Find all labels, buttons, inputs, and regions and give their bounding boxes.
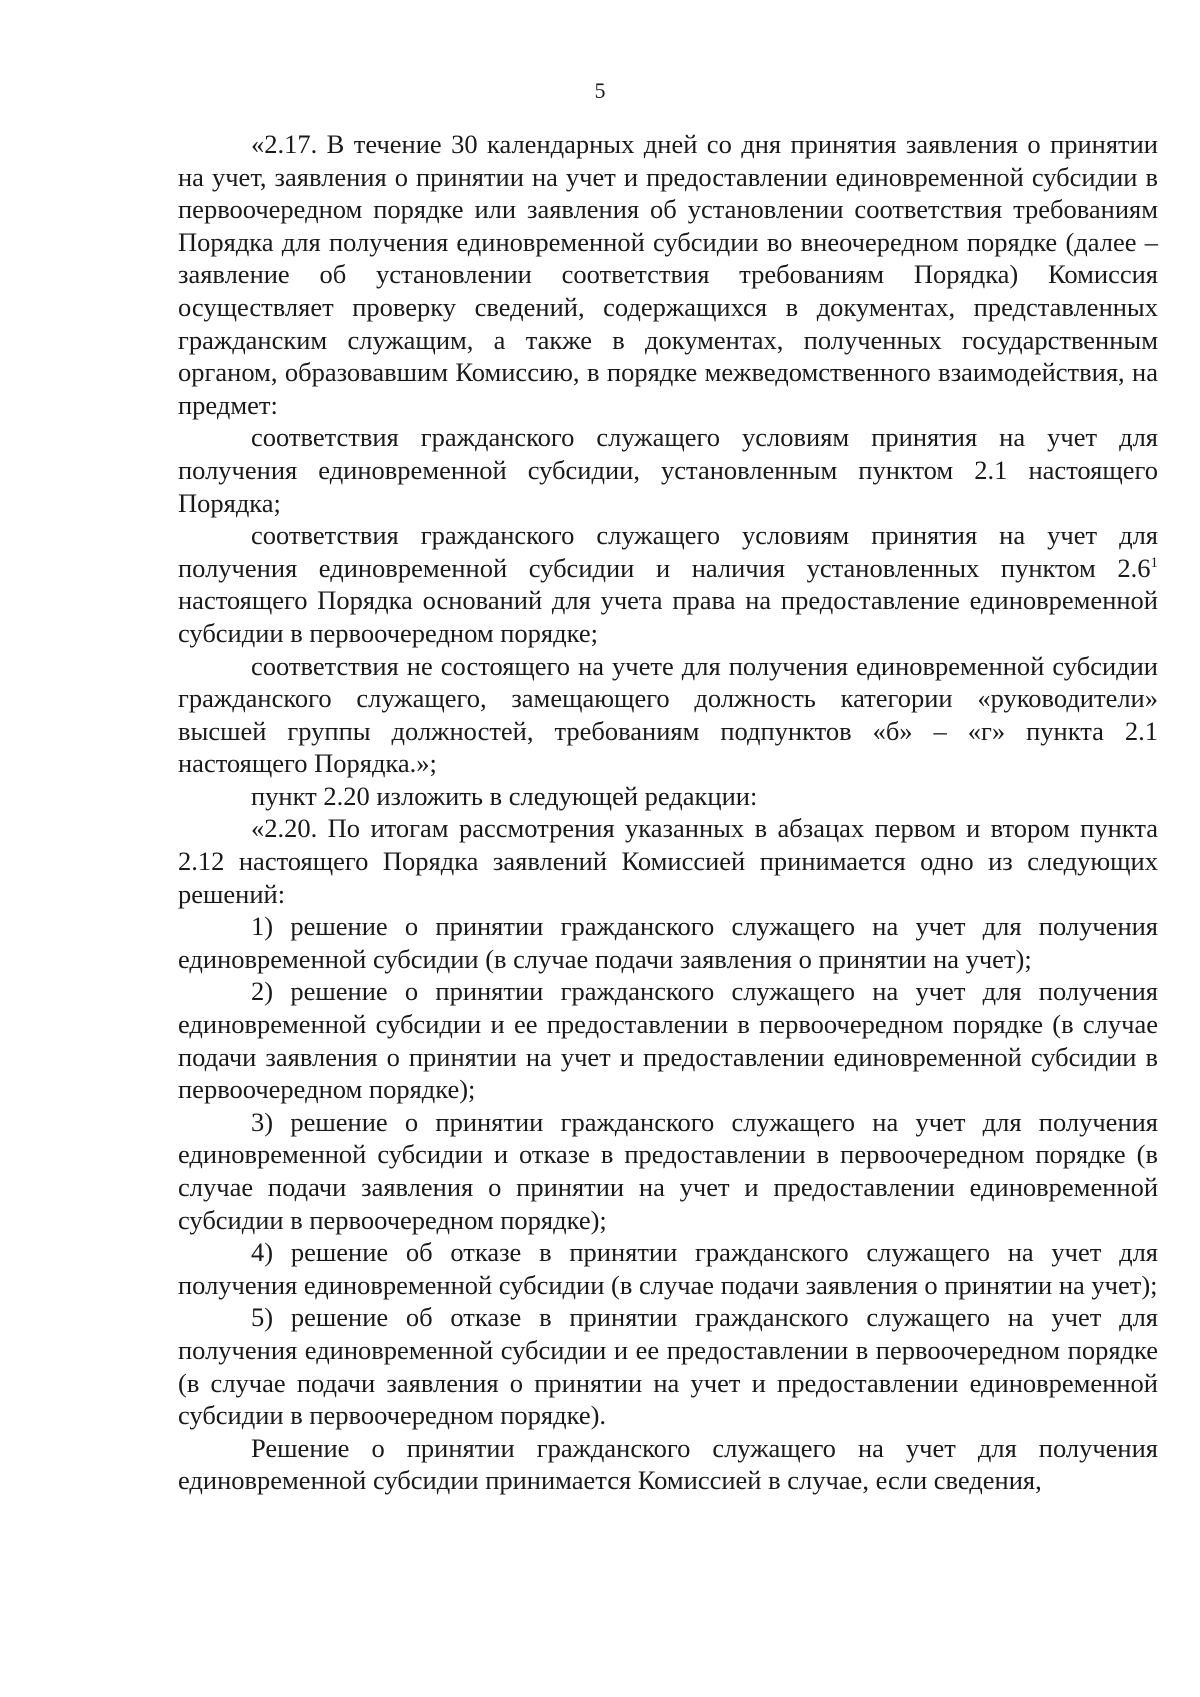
paragraph-2-20-intro: «2.20. По итогам рассмотрения указанных в абзацах первом и втором пункта 2.12 настоящего Порядка заявлений Комиссией принимается одно из следующих решений:: [178, 813, 1158, 909]
paragraph-condition-2-1: соответствия гражданского служащего условиям принятия на учет для получения единовременной субсидии, установленным пунктом 2.1 настоящего Порядка;: [178, 422, 1158, 518]
document-body: [178, 128, 1158, 1497]
list-item-decision-2: 2) решение о принятии гражданского служащего на учет для получения единовременной субсидии и ее предоставлении в первоочередном порядке (в случае подачи заявления о принятии на учет и предоставлении единовременной субсидии в первоочередном порядке);: [178, 976, 1158, 1105]
list-item-decision-5: 5) решение об отказе в принятии гражданского служащего на учет для получения единовременной субсидии и ее предоставлении в первоочередном порядке (в случае подачи заявления о принятии на учет и предоставлении единовременной субсидии в первоочередном порядке).: [178, 1302, 1158, 1431]
footnote-superscript: 1: [1150, 554, 1158, 571]
page-number: 5: [594, 78, 606, 103]
paragraph-amend-2-20: пункт 2.20 изложить в следующей редакции:: [251, 780, 758, 811]
paragraph-2-17-intro: «2.17. В течение 30 календарных дней со дня принятия заявления о принятии на учет, заявления о принятии на учет и предоставлении единовременной субсидии в первоочередном порядке или заявления об установлении соответствия требованиям Порядка для получения единовременной субсидии во внеочередном порядке (далее – заявление об установлении соответствия требованиям Порядка) Комиссия осуществляет проверку сведений, содержащихся в документах, представленных гражданским служащим, а также в документах, полученных государственным органом, образовавшим Комиссию, в порядке межведомственного взаимодействия, на предмет:: [178, 129, 1158, 420]
list-item-decision-3: 3) решение о принятии гражданского служащего на учет для получения единовременной субсидии и отказе в предоставлении в первоочередном порядке (в случае подачи заявления о принятии на учет и предоставлении единовременной субсидии в первоочередном порядке);: [178, 1106, 1158, 1235]
paragraph-condition-executives: соответствия не состоящего на учете для получения единовременной субсидии гражданского служащего, замещающего должность категории «руководители» высшей группы должностей, требованиям подпунктов «б» – «г» пункта 2.1 настоящего Порядка.»;: [178, 650, 1158, 779]
paragraph-condition-2-6-tail: настоящего Порядка оснований для учета права на предоставление единовременной субсидии в первоочередном порядке;: [178, 585, 1158, 648]
paragraph-condition-2-6-text: соответствия гражданского служащего условиям принятия на учет для получения единовременной субсидии и наличия установленных пунктом 2.6: [178, 520, 1158, 583]
list-item-decision-1: 1) решение о принятии гражданского служащего на учет для получения единовременной субсидии (в случае подачи заявления о принятии на учет);: [178, 911, 1158, 974]
paragraph-decision-conditions: Решение о принятии гражданского служащего на учет для получения единовременной субсидии принимается Комиссией в случае, если сведения,: [178, 1432, 1158, 1496]
list-item-decision-4: 4) решение об отказе в принятии гражданского служащего на учет для получения единовременной субсидии (в случае подачи заявления о принятии на учет);: [178, 1237, 1158, 1300]
paragraph-condition-2-6: [178, 519, 1158, 649]
